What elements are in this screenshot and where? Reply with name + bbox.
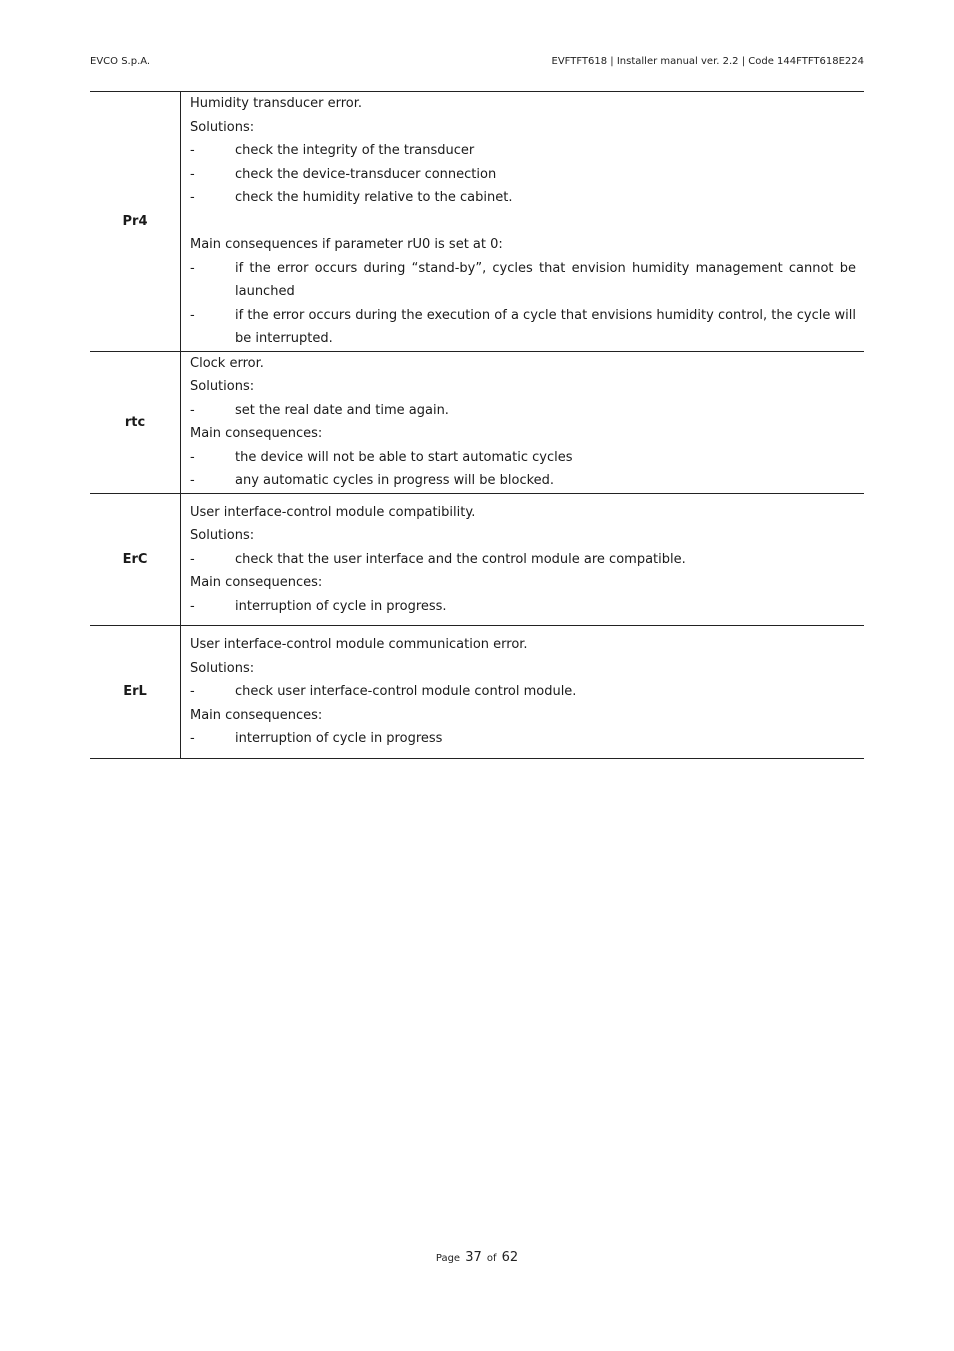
dash-bullet: - [190,684,195,699]
description-line: Main consequences: [190,707,323,723]
bullet-text: set the real date and time again. [235,402,449,418]
error-row-pr4 [90,92,864,352]
dash-bullet: - [190,260,195,276]
description-line: Main consequences if parameter rU0 is set at 0: [190,237,503,252]
dash-bullet: - [190,307,195,323]
dash-bullet: - [190,166,195,182]
bullet-text: any automatic cycles in progress will be blocked. [235,473,555,488]
bullet-item [190,257,856,304]
dash-bullet: - [190,473,195,488]
bullet-item [190,727,856,751]
bullet-item [190,595,856,619]
dash-bullet: - [190,402,195,418]
error-description [181,351,865,493]
bullet-text: check that the user interface and the control module are compatible. [235,551,686,567]
dash-bullet: - [190,449,195,465]
footer-page-word: Page [435,1253,461,1264]
blank-line [190,210,856,234]
bullet-item [190,186,856,210]
error-code: Pr4 [90,92,181,352]
error-row-erl [90,626,864,759]
error-description [181,626,865,759]
bullet-text: if the error occurs during the execution of a cycle that envisions humidity control, the cycle will be interrupted. [235,307,856,346]
error-row-erc [90,493,864,626]
error-code: ErC [90,493,181,626]
error-code: rtc [90,351,181,493]
dash-bullet: - [190,143,195,158]
header-document-info: EVFTFT618 | Installer manual ver. 2.2 | Code 144FTFT618E224 [551,56,864,67]
bullet-text: interruption of cycle in progress [235,731,443,746]
bullet-text: check the humidity relative to the cabinet. [235,190,513,205]
bullet-item [190,469,856,493]
error-row-rtc [90,351,864,493]
bullet-text: interruption of cycle in progress. [235,598,447,614]
error-description [181,92,865,352]
dash-bullet: - [190,551,195,567]
bullet-text: if the error occurs during “stand-by”, cycles that envision humidity management cannot be launched [235,260,856,299]
description-line: Solutions: [190,119,255,135]
bullet-item [190,139,856,163]
bullet-item [190,548,856,572]
description-line: Solutions: [190,660,255,676]
description-line: Solutions: [190,379,255,394]
description-line: User interface-control module compatibility. [190,504,476,520]
bullet-item [190,680,856,704]
dash-bullet: - [190,190,195,205]
dash-bullet: - [190,731,195,746]
description-line: Clock error. [190,355,264,371]
bullet-item [190,163,856,187]
description-line: User interface-control module communication error. [190,637,528,652]
bullet-text: check the device-transducer connection [235,166,497,182]
error-code-table [90,91,864,759]
dash-bullet: - [190,598,195,614]
description-line: Humidity transducer error. [190,96,363,111]
footer-page-number: 37 [465,1250,482,1265]
footer-of-word: of [486,1253,497,1264]
bullet-item [190,399,856,423]
bullet-text: the device will not be able to start automatic cycles [235,449,573,465]
header-company: EVCO S.p.A. [90,56,151,67]
description-line: Solutions: [190,528,255,543]
bullet-item [190,304,856,351]
bullet-text: check user interface-control module control module. [235,684,577,699]
description-line: Main consequences: [190,575,323,590]
error-code: ErL [90,626,181,759]
footer-total-pages: 62 [501,1250,519,1265]
page-footer [0,1246,954,1265]
description-line: Main consequences: [190,426,323,441]
bullet-item [190,446,856,470]
bullet-text: check the integrity of the transducer [235,143,475,158]
error-code-table-body [90,92,864,759]
error-description [181,493,865,626]
